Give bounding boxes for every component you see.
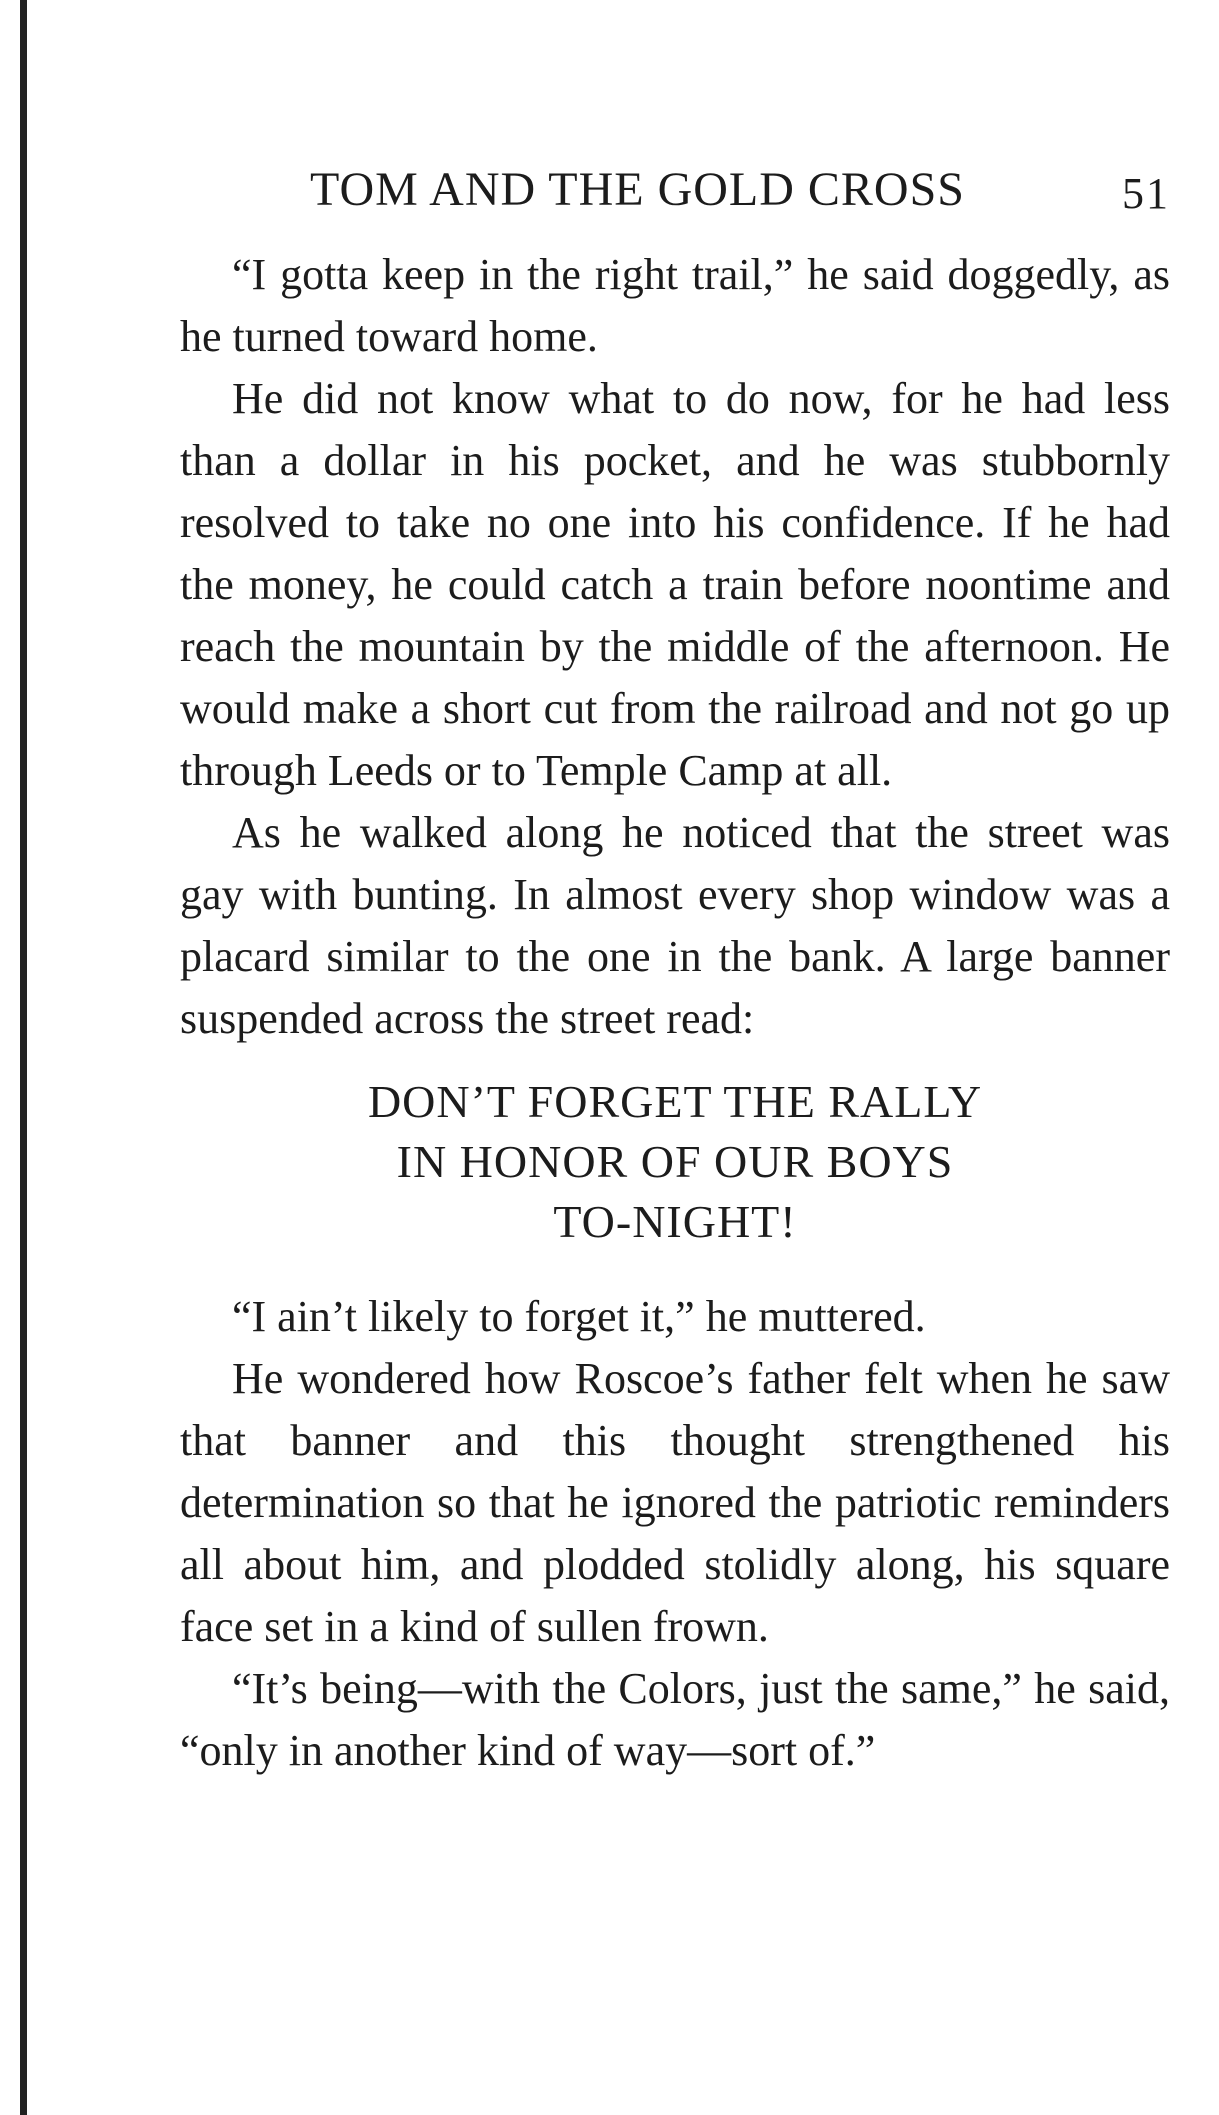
paragraph: He wondered how Roscoe’s father felt when he saw that banner and this thought strengthened his determination so that he ignored the patriotic reminders all about him, and plodded stolidly along, his square face set in a kind of sullen frown. bbox=[180, 1354, 1170, 1651]
paragraph: “I gotta keep in the right trail,” he said doggedly, as he turned toward home. bbox=[180, 250, 1170, 361]
paragraph: “It’s being—with the Colors, just the same,” he said, “only in another kind of way—sort of.” bbox=[180, 1664, 1170, 1775]
paragraph: “I ain’t likely to forget it,” he muttered. bbox=[232, 1292, 926, 1341]
banner-line: IN HONOR OF OUR BOYS bbox=[396, 1136, 954, 1187]
page-number: 51 bbox=[1122, 169, 1170, 218]
page-body bbox=[180, 244, 1170, 1782]
page-header bbox=[180, 160, 1170, 220]
paragraph: He did not know what to do now, for he had less than a dollar in his pocket, and he was stubbornly resolved to take no one into his confidence. If he had the money, he could catch a train before noontime and reach the mountain by the middle of the afternoon. He would make a short cut from the railroad and not go up through Leeds or to Temple Camp at all. bbox=[180, 374, 1170, 795]
banner-line: TO-NIGHT! bbox=[553, 1196, 797, 1247]
running-head: TOM AND THE GOLD CROSS bbox=[310, 163, 965, 216]
banner-line: DON’T FORGET THE RALLY bbox=[367, 1076, 983, 1127]
banner-text bbox=[180, 1072, 1170, 1252]
paragraph: As he walked along he noticed that the street was gay with bunting. In almost every shop window was a placard similar to the one in the bank. A large banner suspended across the street read: bbox=[180, 808, 1170, 1043]
page-binding-edge bbox=[20, 0, 27, 2115]
